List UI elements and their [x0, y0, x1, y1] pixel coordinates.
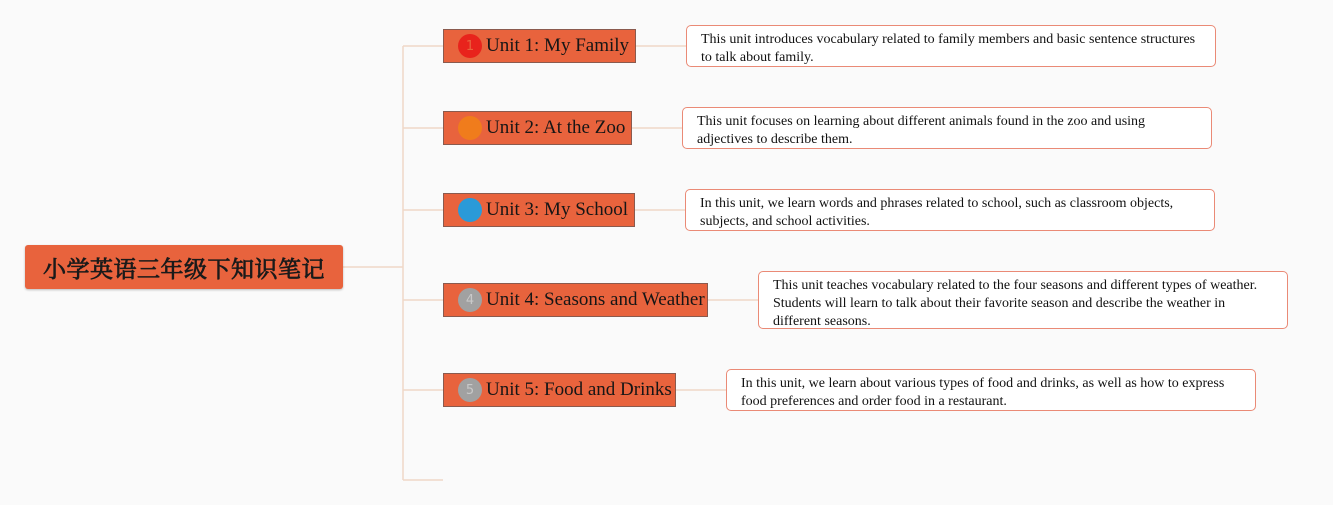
number-marker-icon: 2: [458, 116, 482, 140]
unit-node-1[interactable]: [443, 29, 636, 63]
unit-description-5[interactable]: In this unit, we learn about various types of food and drinks, as well as how to express food preferences and order food in a restaurant.: [726, 369, 1256, 411]
unit-node-3[interactable]: [443, 193, 635, 227]
unit-description-1[interactable]: This unit introduces vocabulary related to family members and basic sentence structures to talk about family.: [686, 25, 1216, 67]
unit-description-2[interactable]: This unit focuses on learning about different animals found in the zoo and using adjectives to describe them.: [682, 107, 1212, 149]
unit-title: Unit 5: Food and Drinks: [486, 379, 672, 400]
unit-description-3[interactable]: In this unit, we learn words and phrases related to school, such as classroom objects, subjects, and school activities.: [685, 189, 1215, 231]
unit-description-4[interactable]: This unit teaches vocabulary related to the four seasons and different types of weather. Students will learn to talk about their favorite season and describe the weather in different seasons.: [758, 271, 1288, 329]
number-marker-icon: 3: [458, 198, 482, 222]
unit-node-2[interactable]: [443, 111, 632, 145]
unit-title: Unit 2: At the Zoo: [486, 117, 626, 138]
number-marker-icon: 1: [458, 34, 482, 58]
unit-node-4[interactable]: [443, 283, 708, 317]
unit-node-5[interactable]: [443, 373, 676, 407]
root-topic[interactable]: [25, 245, 343, 289]
unit-title: Unit 3: My School: [486, 199, 628, 220]
unit-title: Unit 4: Seasons and Weather: [486, 289, 705, 310]
unit-title: Unit 1: My Family: [486, 35, 630, 56]
number-marker-icon: 4: [458, 288, 482, 312]
number-marker-icon: 5: [458, 378, 482, 402]
root-topic-title: 小学英语三年级下知识笔记: [43, 256, 325, 283]
